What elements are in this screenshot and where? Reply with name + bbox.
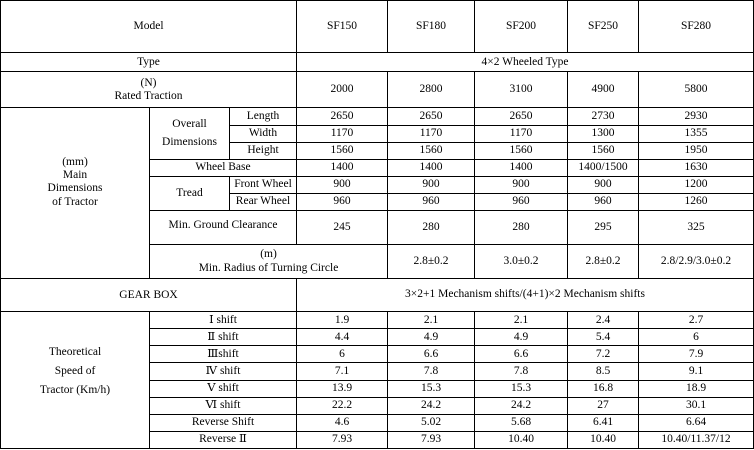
width-value: 1300 <box>568 125 639 142</box>
width-label: Width <box>230 125 297 142</box>
traction-unit: (N) <box>140 76 157 89</box>
speed-value: 10.40/11.37/12 <box>639 431 754 448</box>
height-value: 1950 <box>639 142 754 159</box>
ground-clearance-value: 280 <box>475 210 568 244</box>
height-label: Height <box>230 142 297 159</box>
speed-value: 4.4 <box>297 329 388 346</box>
model-name: SF280 <box>639 1 754 53</box>
traction-value: 3100 <box>475 72 568 108</box>
speed-value: 15.3 <box>388 380 475 397</box>
traction-value: 2800 <box>388 72 475 108</box>
speed-value: 18.9 <box>639 380 754 397</box>
speed-shift-label: Ⅰ shift <box>150 312 297 329</box>
wheel-base-value: 1400 <box>475 159 568 176</box>
turning-radius-unit: (m) <box>260 248 277 261</box>
type-row <box>1 53 754 72</box>
traction-value: 5800 <box>639 72 754 108</box>
wheel-base-label: Wheel Base <box>150 159 297 176</box>
width-value: 1170 <box>475 125 568 142</box>
speed-value: 6.64 <box>639 414 754 431</box>
speed-value: 4.9 <box>388 329 475 346</box>
speed-shift-label: Ⅴ shift <box>150 380 297 397</box>
speed-value: 7.93 <box>388 431 475 448</box>
gearbox-row <box>1 279 754 312</box>
traction-name: Rated Traction <box>114 89 183 102</box>
speed-value: 30.1 <box>639 397 754 414</box>
speed-value: 1.9 <box>297 312 388 329</box>
ground-clearance-value: 295 <box>568 210 639 244</box>
speed-value: 2.1 <box>388 312 475 329</box>
speed-value: 6 <box>639 329 754 346</box>
wheel-base-value: 1400 <box>297 159 388 176</box>
speed-shift-label: Ⅲshift <box>150 346 297 363</box>
type-value: 4×2 Wheeled Type <box>297 53 754 72</box>
traction-value: 2000 <box>297 72 388 108</box>
speed-value: 9.1 <box>639 363 754 380</box>
speed-group-label: Theoretical Speed of Tractor (Km/h) <box>1 312 150 449</box>
height-value: 1560 <box>568 142 639 159</box>
turning-radius-value: 2.8±0.2 <box>568 244 639 278</box>
gearbox-label: GEAR BOX <box>1 279 297 312</box>
speed-value: 22.2 <box>297 397 388 414</box>
length-value: 2650 <box>388 108 475 125</box>
height-value: 1560 <box>388 142 475 159</box>
speed-value: 7.9 <box>639 346 754 363</box>
speed-value: 2.4 <box>568 312 639 329</box>
turning-radius-value: 3.0±0.2 <box>475 244 568 278</box>
speed-value: 2.1 <box>475 312 568 329</box>
speed-value: 7.1 <box>297 363 388 380</box>
rear-wheel-value: 960 <box>388 193 475 210</box>
ground-clearance-value: 245 <box>297 210 388 244</box>
speed-row <box>1 312 754 329</box>
ground-clearance-label: Min. Ground Clearance <box>150 210 297 244</box>
wheel-base-value: 1400 <box>388 159 475 176</box>
height-value: 1560 <box>297 142 388 159</box>
height-value: 1560 <box>475 142 568 159</box>
model-label: Model <box>1 1 297 53</box>
traction-label <box>1 72 297 108</box>
type-label: Type <box>1 53 297 72</box>
front-wheel-value: 900 <box>475 176 568 193</box>
width-value: 1170 <box>297 125 388 142</box>
turning-radius-value: 2.8±0.2 <box>388 244 475 278</box>
speed-value: 5.68 <box>475 414 568 431</box>
speed-value: 10.40 <box>568 431 639 448</box>
model-name: SF150 <box>297 1 388 53</box>
header-row <box>1 1 754 53</box>
front-wheel-value: 1200 <box>639 176 754 193</box>
speed-value: 27 <box>568 397 639 414</box>
overall-dimensions-label: Overall Dimensions <box>150 108 230 159</box>
speed-value: 16.8 <box>568 380 639 397</box>
speed-value: 6 <box>297 346 388 363</box>
speed-shift-label: Ⅱ shift <box>150 329 297 346</box>
traction-value: 4900 <box>568 72 639 108</box>
speed-value: 4.9 <box>475 329 568 346</box>
turning-radius-name: Min. Radius of Turning Circle <box>198 261 339 274</box>
wheel-base-value: 1630 <box>639 159 754 176</box>
speed-value: 13.9 <box>297 380 388 397</box>
speed-value: 7.93 <box>297 431 388 448</box>
rear-wheel-value: 1260 <box>639 193 754 210</box>
dimensions-group-label: (mm) Main Dimensions of Tractor <box>1 108 150 279</box>
width-value: 1170 <box>388 125 475 142</box>
speed-value: 8.5 <box>568 363 639 380</box>
speed-shift-label: Ⅵ shift <box>150 397 297 414</box>
speed-value: 15.3 <box>475 380 568 397</box>
rear-wheel-value: 960 <box>568 193 639 210</box>
length-row <box>1 108 754 125</box>
turning-radius-value: 2.8/2.9/3.0±0.2 <box>639 244 754 278</box>
speed-value: 6.41 <box>568 414 639 431</box>
speed-value: 5.4 <box>568 329 639 346</box>
model-name: SF200 <box>475 1 568 53</box>
front-wheel-value: 900 <box>568 176 639 193</box>
speed-value: 2.7 <box>639 312 754 329</box>
speed-shift-label: Ⅳ shift <box>150 363 297 380</box>
speed-value: 24.2 <box>388 397 475 414</box>
speed-value: 7.8 <box>475 363 568 380</box>
rear-wheel-label: Rear Wheel <box>230 193 297 210</box>
rear-wheel-value: 960 <box>297 193 388 210</box>
width-value: 1355 <box>639 125 754 142</box>
traction-row <box>1 72 754 108</box>
speed-value: 5.02 <box>388 414 475 431</box>
model-name: SF180 <box>388 1 475 53</box>
length-value: 2650 <box>475 108 568 125</box>
ground-clearance-value: 280 <box>388 210 475 244</box>
front-wheel-value: 900 <box>297 176 388 193</box>
speed-value: 24.2 <box>475 397 568 414</box>
turning-radius-label <box>150 244 388 278</box>
length-label: Length <box>230 108 297 125</box>
wheel-base-value: 1400/1500 <box>568 159 639 176</box>
length-value: 2730 <box>568 108 639 125</box>
speed-value: 10.40 <box>475 431 568 448</box>
length-value: 2650 <box>297 108 388 125</box>
speed-value: 6.6 <box>475 346 568 363</box>
gearbox-value: 3×2+1 Mechanism shifts/(4+1)×2 Mechanism shifts <box>297 279 754 312</box>
tread-label: Tread <box>150 176 230 210</box>
ground-clearance-value: 325 <box>639 210 754 244</box>
speed-value: 4.6 <box>297 414 388 431</box>
speed-value: 7.8 <box>388 363 475 380</box>
speed-shift-label: Reverse Shift <box>150 414 297 431</box>
model-name: SF250 <box>568 1 639 53</box>
length-value: 2930 <box>639 108 754 125</box>
rear-wheel-value: 960 <box>475 193 568 210</box>
speed-shift-label: Reverse Ⅱ <box>150 431 297 448</box>
front-wheel-label: Front Wheel <box>230 176 297 193</box>
speed-value: 6.6 <box>388 346 475 363</box>
front-wheel-value: 900 <box>388 176 475 193</box>
speed-value: 7.2 <box>568 346 639 363</box>
